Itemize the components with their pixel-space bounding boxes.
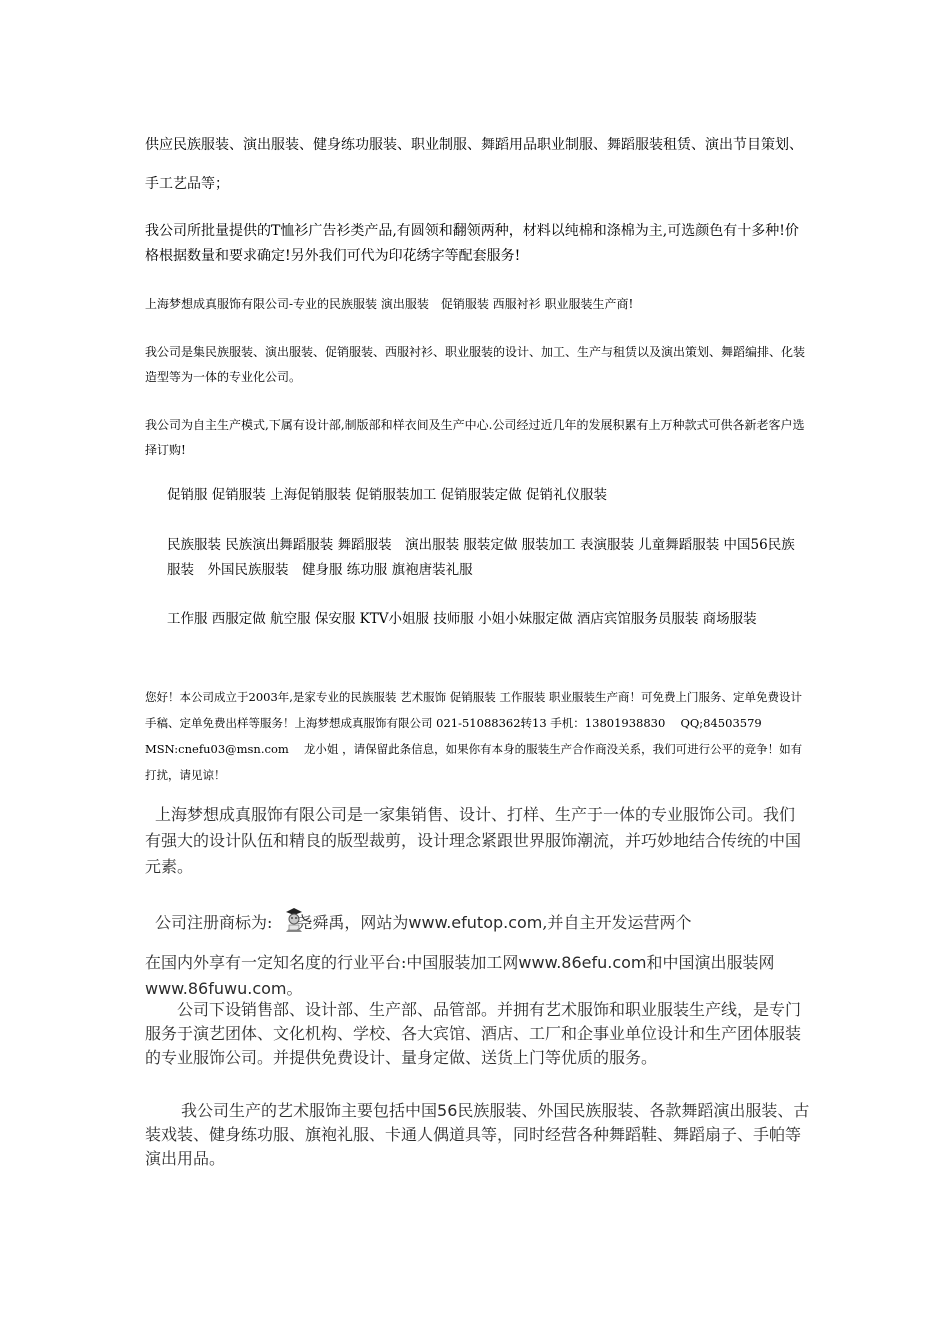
contact-paragraph: 您好！本公司成立于2003年,是家专业的民族服装 艺术服饰 促销服装 工作服装 职业服装生产商！可免费上门服务、定单免费设计手稿、定单免费出样等服务！上海梦想成真服饰有限公司 021-51088362转13 手机：13801938830 QQ;84503579 MSN:cnefu03@msn.com 龙小姐 ，请保留此条信息，如果你有本身的服装生产合作商没关系，我们可进行公平的竞争！如有打扰，请见谅！ [145, 690, 803, 782]
website-link-86efu[interactable]: www.86efu.com [518, 953, 647, 972]
production-mode: 我公司为自主生产模式,下属有设计部,制版部和样衣间及生产中心.公司经过近几年的发展积累有上万种款式可供各新老客户选择订购! [145, 418, 805, 457]
departments-text: 公司下设销售部、设计部、生产部、品管部。并拥有艺术服饰和职业服装生产线，是专门服务于演艺团体、文化机构、学校、各大宾馆、酒店、工厂和企事业单位设计和生产团体服装的专业服饰公司。并提供免费设计、量身定做、送货上门等优质的服务。 [145, 1000, 802, 1067]
intro-products: 供应民族服装、演出服装、健身练功服装、职业制服、舞蹈用品职业制服、舞蹈服装租赁、演出节目策划、手工艺品等； [145, 137, 803, 192]
company-tagline: 上海梦想成真服饰有限公司-专业的民族服装 演出服装 促销服装 西服衬衫 职业服装生产商! [145, 297, 634, 311]
website-link-86fuwu[interactable]: www.86fuwu.com [145, 979, 287, 998]
scholar-avatar-icon [273, 906, 295, 932]
products-number: 56 [437, 1101, 458, 1120]
trademark-name: 尧舜禹，网站为 [296, 913, 409, 932]
trademark-label: 公司注册商标为: [155, 913, 273, 932]
company-intro-text: 上海梦想成真服饰有限公司是一家集销售、设计、打样、生产于一体的专业服饰公司。我们有强大的设计队伍和精良的版型裁剪，设计理念紧跟世界服饰潮流，并巧妙地结合传统的中国元素。 [145, 805, 802, 876]
keywords-ethnic: 民族服装 民族演出舞蹈服装 舞蹈服装 演出服装 服装定做 服装加工 表演服装 儿童舞蹈服装 中国56民族服装 外国民族服装 健身服 练功服 旗袍唐装礼服 [167, 537, 795, 578]
trademark-paragraph [145, 904, 810, 1002]
website-link-efutop[interactable]: www.efutop.com [408, 913, 543, 932]
departments-paragraph [145, 998, 810, 1070]
company-scope: 我公司是集民族服装、演出服装、促销服装、西服衬衫、职业服装的设计、加工、生产与租赁以及演出策划、舞蹈编排、化装造型等为一体的专业化公司。 [145, 345, 806, 384]
products-paragraph [145, 1099, 810, 1171]
platform-text: 在国内外享有一定知名度的行业平台:中国服装加工网 [145, 953, 519, 972]
keywords-promo: 促销服 促销服装 上海促销服装 促销服装加工 促销服装定做 促销礼仪服装 [167, 487, 607, 503]
period: 。 [286, 979, 303, 998]
tshirt-paragraph: 我公司所批量提供的T恤衫广告衫类产品,有圆领和翻领两种，材料以纯棉和涤棉为主,可选颜色有十多种!价格根据数量和要求确定!另外我们可代为印花绣字等配套服务! [145, 223, 799, 264]
products-text-c: 民族服装、外国民族服装、各款舞蹈演出服装、古装戏装、健身练功服、旗袍礼服、卡通人偶道具等，同时经营各种舞蹈鞋、舞蹈扇子、手帕等演出用品。 [145, 1101, 810, 1168]
products-text-a: 我公司生产的艺术服饰主要包括中国 [181, 1101, 438, 1120]
trademark-text-cont: ,并自主开发运营两个 [542, 913, 692, 932]
platform-text-2: 和中国演出服装网 [646, 953, 775, 972]
keywords-workwear: 工作服 西服定做 航空服 保安服 KTV小姐服 技师服 小姐小妹服定做 酒店宾馆服务员服装 商场服装 [167, 611, 757, 627]
company-intro [145, 802, 810, 880]
